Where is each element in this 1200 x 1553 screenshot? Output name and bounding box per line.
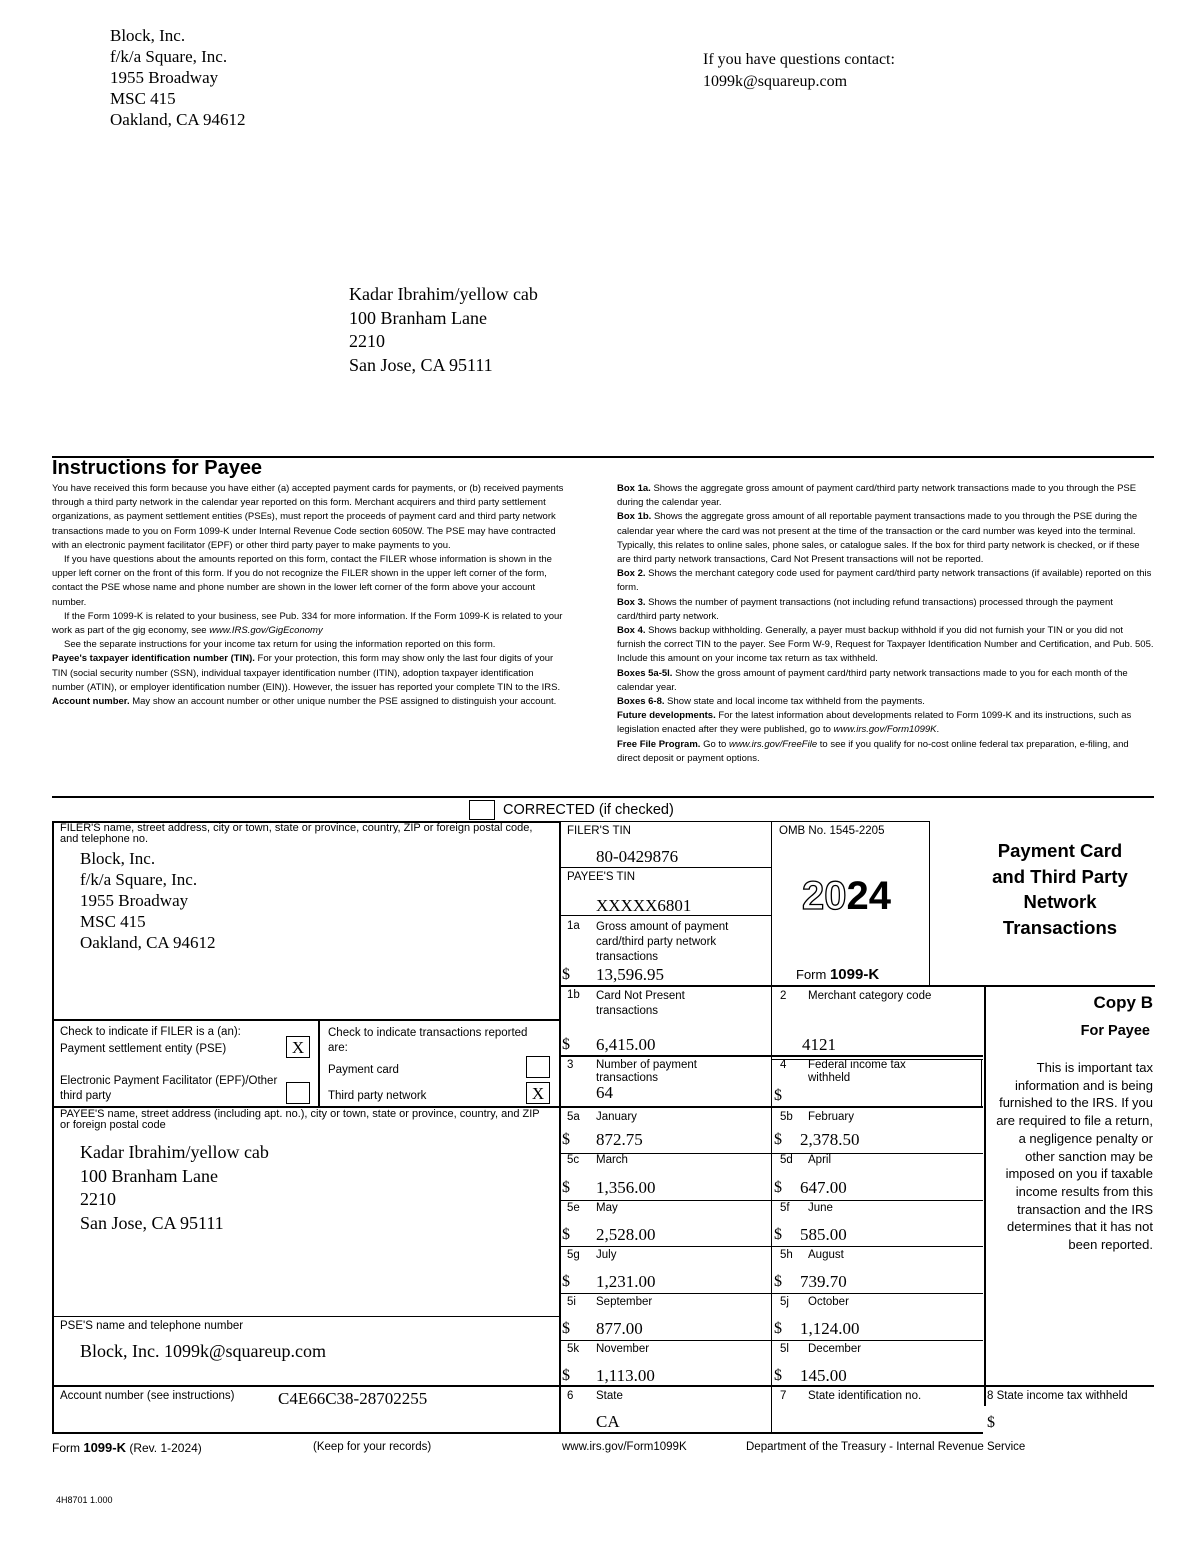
copy-b: Copy B [1093, 993, 1153, 1012]
month-dollar: $ [774, 1273, 782, 1290]
box1a-value: 13,596.95 [596, 965, 664, 984]
month-dollar: $ [774, 1226, 782, 1243]
box4-number: 4 [780, 1059, 787, 1071]
contact-email[interactable]: 1099k@squareup.com [703, 73, 848, 90]
payee-notice: This is important tax information and is being furnished to the IRS. If you are required to file a return, a negligence penalty or other sanction may be imposed on you if taxable income results from this transaction and the IRS determines that it has not been reported. [996, 1060, 1153, 1253]
pse-name-value: Block, Inc. 1099k@squareup.com [80, 1341, 327, 1361]
instructions-left-column [52, 482, 567, 709]
box2-value: 4121 [802, 1035, 836, 1054]
box7-label: State identification no. [808, 1390, 922, 1402]
contact-label: If you have questions contact: [703, 51, 895, 68]
month-dollar: $ [562, 1320, 570, 1337]
box3-number: 3 [567, 1059, 574, 1071]
instructions-para-1: You have received this form because you have either (a) accepted payment cards for payments, or (b) received payments through a third party network in the calendar year reported on this form. Merchant acquirers and third party settlement organizations, as payment settlement entities (PSEs), must report the proceeds of payment card and third party network transactions made to you on Form 1099-K under Internal Revenue Code section 6050W. The PSE may have contracted with an electronic payment facilitator (EPF) or other third party payer to make payments to you. [52, 483, 564, 551]
for-payee: For Payee [1080, 1023, 1150, 1039]
footer-dept: Department of the Treasury - Internal Revenue Service [746, 1441, 1026, 1453]
month-label: September [596, 1296, 653, 1308]
month-value: 2,378.50 [800, 1130, 860, 1149]
box1b-label: Card Not Present transactions [596, 990, 685, 1017]
month-number: 5d [780, 1154, 793, 1166]
account-value: C4E66C38-28702255 [278, 1389, 428, 1408]
month-number: 5f [780, 1202, 790, 1214]
instructions-free-file: Free File Program. Go to www.irs.gov/FreeFile to see if you qualify for no-cost online federal tax preparation, e-filing, and direct deposit or payment options. [617, 738, 1129, 764]
corrected-checkbox[interactable] [469, 800, 495, 820]
month-value: 145.00 [800, 1366, 847, 1385]
instructions-para-4: See the separate instructions for your income tax return for using the information reported on this form. [64, 639, 496, 651]
freefile-link[interactable]: www.irs.gov/FreeFile [728, 738, 818, 750]
box4-dollar: $ [774, 1087, 782, 1104]
box7-number: 7 [780, 1390, 787, 1402]
box6-number: 6 [567, 1390, 574, 1402]
third-party-checkbox[interactable]: X [526, 1082, 550, 1104]
filer-address: Block, Inc. f/k/a Square, Inc. 1955 Broadway MSC 415 Oakland, CA 94612 [80, 849, 216, 952]
month-number: 5l [780, 1343, 789, 1355]
sender-address: Block, Inc. f/k/a Square, Inc. 1955 Broadway MSC 415 Oakland, CA 94612 [110, 26, 246, 129]
month-label: May [596, 1202, 618, 1214]
month-number: 5k [567, 1343, 580, 1355]
instructions-title: Instructions for Payee [52, 457, 263, 479]
month-number: 5e [567, 1202, 580, 1214]
epf-checkbox[interactable] [286, 1082, 310, 1104]
month-number: 5a [567, 1111, 580, 1123]
epf-label: Electronic Payment Facilitator (EPF)/Other third party [60, 1075, 278, 1102]
box8-label: 8 State income tax withheld [987, 1390, 1128, 1402]
instructions-box-6-8: Boxes 6-8. Show state and local income tax withheld from the payments. [617, 696, 925, 708]
footer-form-id: Form 1099-K (Rev. 1-2024) [52, 1440, 202, 1455]
month-dollar: $ [562, 1367, 570, 1384]
month-label: July [596, 1249, 617, 1261]
month-dollar: $ [562, 1131, 570, 1148]
box1b-dollar: $ [562, 1036, 570, 1053]
instructions-para-5: Payee's taxpayer identification number (TIN). For your protection, this form may show only the last four digits of your TIN (social security number (SSN), individual taxpayer identification number (ITIN), adoption taxpayer identification number (ATIN), or employer identification number (EIN)). However, the issuer has reported your complete TIN to the IRS. [52, 653, 561, 693]
month-label: August [808, 1249, 844, 1261]
box1b-value: 6,415.00 [596, 1035, 656, 1054]
box6-label: State [596, 1390, 623, 1402]
month-label: November [596, 1343, 650, 1355]
month-value: 1,231.00 [596, 1272, 656, 1291]
month-value: 647.00 [800, 1178, 847, 1197]
month-dollar: $ [562, 1273, 570, 1290]
instructions-box-1b: Box 1b. Shows the aggregate gross amount of all reportable payment transactions made to you through the PSE during the calendar year where the card was not present at the time of the transaction or the card number was keyed into the terminal. Typically, this relates to online sales, phone sales, or catalogue sales. If the box for third party network is checked, or if these are third party network transactions, Card Not Present transactions will not be reported. [617, 511, 1140, 566]
month-value: 1,113.00 [596, 1366, 655, 1385]
footer-code: 4H8701 1.000 [56, 1495, 113, 1505]
box8-dollar: $ [987, 1414, 995, 1431]
instructions-box-2: Box 2. Shows the merchant category code used for payment card/third party network transactions (if available) reported on this form. [617, 568, 1152, 594]
month-label: March [596, 1154, 628, 1166]
month-number: 5g [567, 1249, 580, 1261]
account-label: Account number (see instructions) [60, 1390, 235, 1402]
payee-address: Kadar Ibrahim/yellow cab 100 Branham Lane 2210 San Jose, CA 95111 [80, 1142, 269, 1233]
instructions-future-developments: Future developments. For the latest information about developments related to Form 1099-K and its instructions, such as legislation enacted after they were published, go to www.irs.gov/Form1099K. [617, 710, 1132, 736]
box1b-number: 1b [567, 989, 580, 1001]
filer-check-label: Check to indicate if FILER is a (an): [60, 1026, 241, 1038]
month-number: 5j [780, 1296, 789, 1308]
filer-label: FILER'S name, street address, city or town, state or province, country, ZIP or foreign postal code, and telephone no. [60, 822, 533, 845]
form-number: Form 1099-K [796, 966, 880, 983]
month-value: 585.00 [800, 1225, 847, 1244]
form-title: Payment Card and Third Party Network Transactions [992, 840, 1128, 938]
month-label: October [808, 1296, 849, 1308]
filer-tin: 80-0429876 [596, 847, 679, 866]
month-label: January [596, 1111, 637, 1123]
month-number: 5b [780, 1111, 793, 1123]
payee-label: PAYEE'S name, street address (including apt. no.), city or town, state or province, country, and ZIP or foreign postal code [60, 1108, 540, 1131]
txn-check-label: Check to indicate transactions reported are: [328, 1027, 528, 1054]
month-dollar: $ [774, 1179, 782, 1196]
instructions-right-column [617, 482, 1154, 766]
month-label: April [808, 1154, 832, 1166]
gig-economy-link[interactable]: www.IRS.gov/GigEconomy [209, 625, 323, 637]
month-value: 1,356.00 [596, 1178, 656, 1197]
month-label: June [808, 1202, 833, 1214]
month-value: 877.00 [596, 1319, 643, 1338]
box3-value: 64 [596, 1083, 613, 1102]
month-dollar: $ [774, 1367, 782, 1384]
filer-tin-label: FILER'S TIN [567, 825, 631, 837]
month-dollar: $ [774, 1131, 782, 1148]
month-number: 5c [567, 1154, 580, 1166]
month-number: 5h [780, 1249, 793, 1261]
month-value: 1,124.00 [800, 1319, 860, 1338]
box1a-dollar: $ [562, 966, 570, 983]
payment-card-label: Payment card [328, 1064, 399, 1076]
month-value: 2,528.00 [596, 1225, 656, 1244]
instructions-box-5: Boxes 5a-5l. Show the gross amount of payment card/third party network transactions made to you for each month of the calendar year. [617, 667, 1128, 693]
corrected-label: CORRECTED (if checked) [503, 802, 674, 818]
box6-value: CA [596, 1412, 620, 1431]
recipient-address: Kadar Ibrahim/yellow cab 100 Branham Lane 2210 San Jose, CA 95111 [349, 284, 538, 375]
month-label: December [808, 1343, 862, 1355]
box1a-label: Gross amount of payment card/third party network transactions [596, 921, 729, 963]
payee-tin-label: PAYEE'S TIN [567, 871, 636, 883]
instructions-box-4: Box 4. Shows backup withholding. Generally, a payer must backup withhold if you did not furnish your TIN or you did not furnish the correct TIN to the payer. See Form W-9, Request for Taxpayer Identification Number and Certification, and Pub. 505. Include this amount on your income tax return as tax withheld. [617, 625, 1154, 665]
month-dollar: $ [562, 1226, 570, 1243]
instructions-box-3: Box 3. Shows the number of payment transactions (not including refund transactions) processed through the payment card/third party network. [617, 596, 1113, 622]
pse-name-label: PSE'S name and telephone number [60, 1320, 244, 1332]
payee-tin: XXXXX6801 [596, 896, 692, 915]
tax-year: 2024 [802, 874, 891, 918]
pse-label: Payment settlement entity (PSE) [60, 1043, 227, 1055]
box2-label: Merchant category code [808, 990, 932, 1002]
box3-label: Number of payment transactions [596, 1059, 697, 1084]
omb-number: OMB No. 1545-2205 [779, 825, 885, 837]
instructions-para-2: If you have questions about the amounts reported on this form, contact the FILER whose information is shown in the upper left corner on the front of this form. If you do not recognize the FILER shown in the upper left corner of the form, contact the PSE whose name and phone number are shown in the lower left corner of the form above your account number. [52, 554, 552, 608]
instructions-para-3: If the Form 1099-K is related to your business, see Pub. 334 for more information. If the Form 1099-K is related to your work as part of the gig economy, see www.IRS.gov/GigEconomy [52, 610, 563, 637]
footer-url[interactable]: www.irs.gov/Form1099K [562, 1441, 687, 1453]
month-dollar: $ [562, 1179, 570, 1196]
third-party-label: Third party network [328, 1090, 427, 1102]
instructions-para-6: Account number. May show an account number or other unique number the PSE assigned to distinguish your account. [52, 696, 557, 708]
month-label: February [808, 1111, 855, 1123]
box2-number: 2 [780, 990, 787, 1002]
footer-keep: (Keep for your records) [313, 1441, 432, 1453]
instructions-box-1a: Box 1a. Shows the aggregate gross amount of payment card/third party network transactions made to you through the PSE during the calendar year. [617, 483, 1137, 509]
payment-card-checkbox[interactable] [526, 1056, 550, 1078]
month-value: 872.75 [596, 1130, 643, 1149]
form1099k-link[interactable]: www.irs.gov/Form1099K [833, 724, 937, 736]
pse-checkbox[interactable]: X [286, 1036, 310, 1058]
month-dollar: $ [774, 1320, 782, 1337]
box1a-number: 1a [567, 920, 580, 932]
month-number: 5i [567, 1296, 576, 1308]
box4-label: Federal income tax withheld [808, 1059, 906, 1084]
month-value: 739.70 [800, 1272, 847, 1291]
